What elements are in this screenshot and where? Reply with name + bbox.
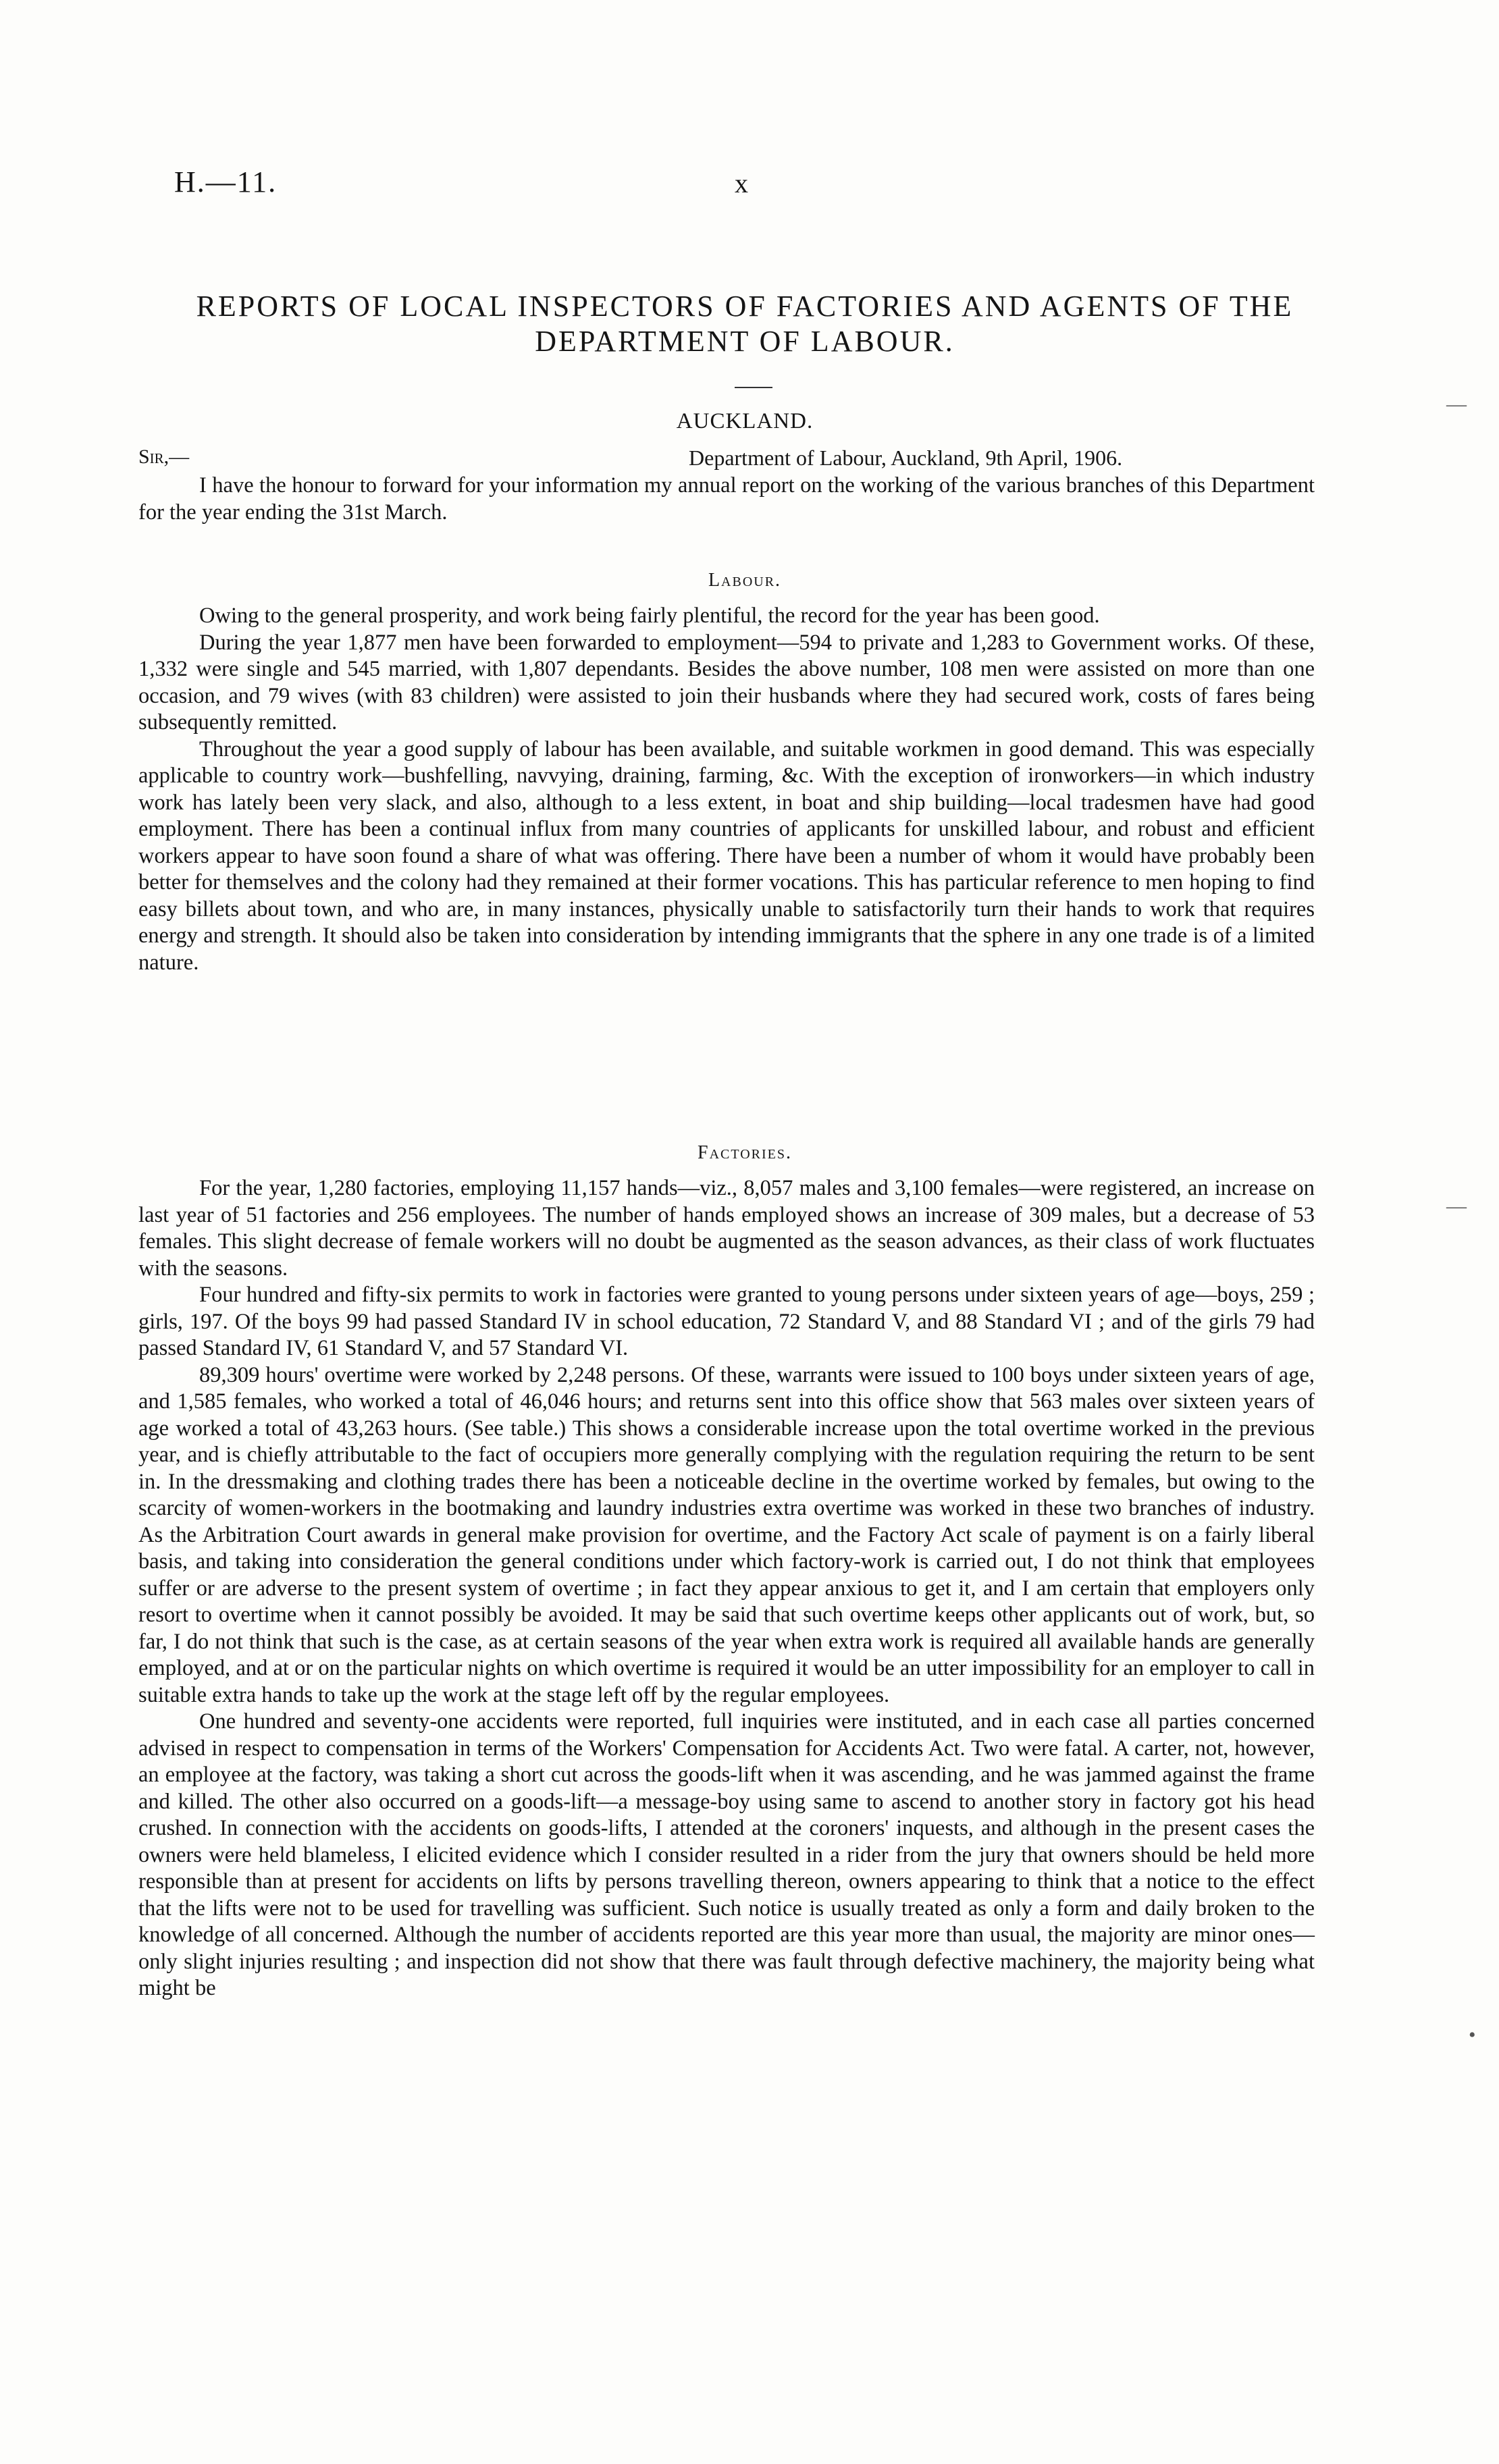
factories-paragraph: For the year, 1,280 factories, employing 11,157 hands—viz., 8,057 males and 3,100 females—were registered, an increase on last year of 51 factories and 256 employees. The number of hands employed shows an increase of 309 males, but a decrease of 53 females. This slight decrease of female workers will no doubt be augmented as the season advances, as their class of work fluctuates with the seasons.: [138, 1176, 1315, 1281]
factories-heading: Factories.: [698, 1142, 792, 1163]
factories-paragraph: Four hundred and fifty-six permits to work in factories were granted to young persons under sixteen years of age—boys, 259 ; girls, 197. Of the boys 99 had passed Standard IV in school education, 72 Standard V, and 88 Standard VI ; and of the girls 79 had passed Standard IV, 61 Standard V, and 57 Standard VI.: [138, 1283, 1315, 1360]
margin-mark: •: [1469, 2024, 1476, 2046]
factories-section: [138, 1175, 1315, 2002]
labour-section: [138, 603, 1315, 976]
intro-text: I have the honour to forward for your information my annual report on the working of the various branches of this Department for the year ending the 31st March.: [138, 473, 1315, 525]
margin-mark: —: [1446, 1195, 1467, 1217]
factories-paragraph: 89,309 hours' overtime were worked by 2,248 persons. Of these, warrants were issued to 100 boys under sixteen years of age, and 1,585 females, who worked a total of 46,046 hours; and returns sent into this office show that 563 males over sixteen years of age worked a total of 43,263 hours. (See table.) This shows a considerable increase upon the total overtime worked in the previous year, and is chiefly attributable to the fact of occupiers more generally complying with the regulation requiring the return to be sent in. In the dressmaking and clothing trades there has been a noticeable decline in the overtime worked by females, but owing to the scarcity of women-workers in the bootmaking and laundry industries extra overtime was worked in these two branches of industry. As the Arbitration Court awards in general make provision for overtime, and the Factory Act scale of payment is on a fairly liberal basis, and taking into consideration the general conditions under which factory-work is carried out, I do not think that employees suffer or are adverse to the present system of overtime ; in fact they appear anxious to get it, and I am certain that employers only resort to overtime when it cannot possibly be avoided. It may be said that such overtime keeps other applicants out of work, but, so far, I do not think that such is the case, as at certain seasons of the year when extra work is required all available hands are generally employed, and at or on the particular nights on which overtime is required it would be an utter impossibility for an employer to call in suitable extra hands to take up the work at the stage left off by the regular employees.: [138, 1362, 1315, 1707]
factories-paragraph: One hundred and seventy-one accidents were reported, full inquiries were instituted, and in each case all parties concerned advised in respect to compensation in terms of the Workers' Compensation for Accidents Act. Two were fatal. A carter, not, however, an employee at the factory, was taking a short cut across the goods-lift when it was ascending, and he was jammed against the frame and killed. The other also occurred on a goods-lift—a message-boy using same to ascend to another story in factory got his head crushed. In connection with the accidents on goods-lifts, I attended at the coroners' inquests, and although in the present cases the owners were held blameless, I elicited evidence which I consider resulted in a rider from the jury that owners should be held more responsible than at present for accidents on lifts by persons travelling thereon, owners appearing to think that a notice to the effect that the lifts were not to be used for travelling was sufficient. Such notice is usually treated as only a form and daily broken to the knowledge of all concerned. Although the number of accidents reported are this year more than usual, the majority are minor ones—only slight injuries resulting ; and inspection did not show that there was fault through defective machinery, the majority being what might be: [138, 1709, 1315, 2000]
salutation: Sir,—: [138, 446, 190, 468]
labour-paragraph: During the year 1,877 men have been forwarded to employment—594 to private and 1,283 to Government works. Of these, 1,332 were single and 545 married, with 1,807 dependants. Besides the above number, 108 men were assisted on more than one occasion, and 79 wives (with 83 children) were assisted to join their husbands where they had secured work, costs of fares being subsequently remitted.: [138, 630, 1315, 734]
margin-mark: —: [1446, 393, 1467, 415]
place-heading: AUCKLAND.: [676, 409, 814, 433]
report-reference: H.—11.: [174, 165, 278, 198]
page-numeral: x: [735, 168, 748, 198]
dateline: Department of Labour, Auckland, 9th April, 1906.: [689, 446, 1123, 470]
intro-paragraph: [138, 473, 1315, 526]
title-divider: [735, 387, 772, 388]
labour-paragraph: Owing to the general prosperity, and work being fairly plentiful, the record for the year has been good.: [199, 604, 1100, 628]
labour-heading: Labour.: [708, 570, 782, 591]
page-title: REPORTS OF LOCAL INSPECTORS OF FACTORIES AND AGENTS OF THE DEPARTMENT OF LABOUR.: [196, 290, 1294, 358]
labour-paragraph: Throughout the year a good supply of labour has been available, and suitable workmen in good demand. This was especially applicable to country work—bushfelling, navvying, draining, farming, &c. With the exception of ironworkers—in which industry work has lately been very slack, and also, although to a less extent, in boat and ship building—local tradesmen have had good employment. There has been a continual influx from many countries of applicants for unskilled labour, and robust and efficient workers appear to have soon found a share of what was offering. There have been a number of whom it would have probably been better for themselves and the colony had they remained at their former vocations. This has particular reference to men hoping to find easy billets about town, and who are, in many instances, physically unable to satisfactorily turn their hands to work that requires energy and strength. It should also be taken into consideration by intending immigrants that the sphere in any one trade is of a limited nature.: [138, 736, 1315, 975]
